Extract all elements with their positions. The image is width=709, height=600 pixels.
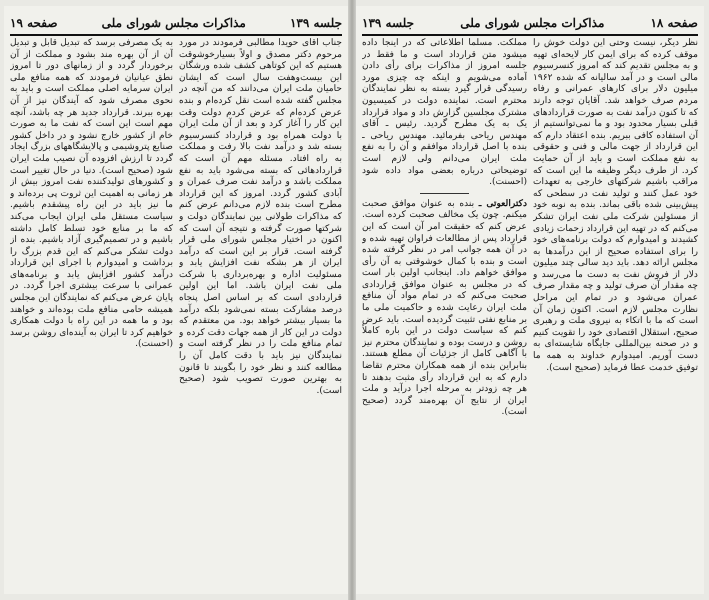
left-page	[4, 6, 348, 594]
left-page-left-column	[10, 38, 173, 588]
left-page-header	[10, 12, 342, 36]
right-page-session: جلسه ١٣٩	[362, 16, 415, 30]
right-page-left-column	[362, 38, 527, 588]
right-page-title: مذاکرات مجلس شورای ملی	[460, 16, 605, 30]
right-page-number: صفحه ١٨	[650, 16, 698, 30]
left-page-right-column-text: جناب آقای حویدا مطالبی فرمودند در مورد مرحوم دکتر مصدق و اولاً بسیارخوشوقت هستیم که این کوتاهی کشف شده ورشگان این بیست‌وهفت سال است که ایشان حامیان ملت ایران می‌دانند که من آنچه در مجلس گفته شده است نقل کرده‌ام و بنده عرض کرده‌ام که عرض کردم دولت وقت این کار را آغاز کرد و بعد از آن ملت ایران با دولت همراه بود و قرارداد کنسرسیوم بسته شد و درآمد نفت بالا رفت و مملکت به راه افتاد. مسئله مهم آن است که قراردادهائی که بسته می‌شود باید به نفع مملکت باشد و درآمد نفت صرف عمران و آبادی کشور گردد. امروز که این قرارداد مطرح است بنده لازم می‌دانم عرض کنم که مذاکرات طولانی بین نمایندگان دولت و شرکتها صورت گرفته و نتیجه آن است که اکنون در اختیار مجلس شورای ملی قرار گرفته است. قرار بر این است که درآمد ایران از هر بشکه نفت افزایش یابد و مسئولیت اداره و بهره‌برداری با شرکت ملی نفت ایران باشد. اما این اولین قراردادی است که بر اساس اصل پنجاه درصد مشارکت بسته نمی‌شود بلکه درآمد ما بسیار بیشتر خواهد بود. من معتقدم که دولت در این کار از همه جهات دقت کرده و تمام منافع ملت را در نظر گرفته است و نمایندگان نیز باید با دقت کامل آن را مطالعه کنند و نظر خود را بگویند تا قانون به بهترین صورت تصویب شود (صحیح است).	[179, 38, 342, 396]
left-page-columns	[10, 38, 342, 588]
right-page-left-column-text: مملکت. مسلماً اطلاعاتی که در اینجا داده میشود متن قرارداد است و ما فقط در جلسه امروز از مذاکرات برای رأی دادن آماده می‌شویم و اینکه چه چیزی مورد رسیدگی قرار گیرد بسته به نظر نمایندگان محترم است. نماینده دولت در کمیسیون مشترک مجلسین گزارش داد و مواد قرارداد یک به یک مطرح گردید. رئیس ـ آقای مهندس ریاحی بفرمائید. مهندس ریاحی ـ بنده با اصل قرارداد موافقم و آن را به نفع ملت ایران می‌دانم ولی لازم است توضیحاتی درباره بعضی مواد داده شود (احسنت).	[362, 38, 527, 188]
right-page	[356, 6, 704, 594]
right-page-right-column-text: نظر دیگر، نیست وحتی این دولت خوش را موقف کرده که برای ایمن کار لایحه‌ای تهیه و به مجلس تقدیم کند که امروز کنسرسیوم مالی است و در آمد سالیانه که شده ١٩۶٢ میلیون دلار برای کارهای عمرانی و رفاه مردم صرف خواهد شد. آقایان توجه دارند که تا کنون درآمد نفت به صورت قراردادهای قبلی بسیار محدود بود و ما نمی‌توانستیم از آن استفاده کافی ببریم. بنده اعتقاد دارم که این قرارداد از جهت مالی و فنی و حقوقی به نفع مملکت است و باید از آن حمایت کرد. از طرف دیگر وظیفه ما این است که مراقب باشیم شرکتهای خارجی به تعهدات خود عمل کنند و تولید نفت در سطحی که پیش‌بینی شده باقی بماند. بنده به نوبه خود از مسئولین شرکت ملی نفت ایران تشکر می‌کنم که در تهیه این قرارداد زحمات زیادی کشیدند و امیدوارم که دولت برنامه‌های خود را برای استفاده صحیح از این درآمدها به مجلس ارائه دهد. باید دید سالی چند میلیون دلار از فروش نفت به دست ما می‌رسد و چه مقدار آن صرف تولید و چه مقدار صرف عمران می‌شود و در تمام این مراحل نظارت مجلس لازم است. اکنون زمان آن است که ما با اتکاء به نیروی ملت و رهبری صحیح، استقلال اقتصادی خود را تقویت کنیم و در صحنه بین‌المللی جایگاه شایسته‌ای به دست آوریم. امیدوارم خداوند به همه ما توفیق خدمت عطا فرماید (صحیح است).	[533, 38, 698, 373]
book-gutter	[348, 0, 356, 600]
speaker-text: بنده به عنوان موافق صحبت میکنم. چون یک مخالف صحبت کرده است. عرض کنم که حقیقت امر آن است که این قرارداد پس از مطالعات فراوان تهیه شده و در آن همه جوانب امر در نظر گرفته شده است و بنده با کمال خوشوقتی به آن رأی موافق خواهم داد. اینجانب اولین بار است که در مجلس به عنوان موافق قراردادی صحبت می‌کنم که در تمام مواد آن منافع ملت ایران رعایت شده و حاکمیت ملی ما بر منابع نفتی تثبیت گردیده است. باید عرض کنم که سیاست دولت در این باره کاملاً روشن و درست بوده و نمایندگان محترم نیز با آگاهی کامل از جزئیات آن مطلع هستند. بنابراین بنده از همه همکاران محترم تقاضا دارم که به این قرارداد رأی مثبت بدهند تا هر چه زودتر به مرحله اجرا درآید و ملت ایران از نتایج آن بهره‌مند گردد (صحیح است).	[362, 198, 527, 418]
speaker-paragraph	[362, 198, 527, 419]
right-page-header	[362, 12, 698, 36]
right-page-columns	[362, 38, 698, 588]
left-page-session: جلسه ١٣٩	[289, 16, 342, 30]
right-page-right-column	[533, 38, 698, 588]
speaker-name: دکترالعوتی ـ	[478, 197, 527, 209]
left-page-title: مذاکرات مجلس شورای ملی	[101, 16, 246, 30]
section-divider	[420, 193, 470, 194]
left-page-number: صفحه ١٩	[10, 16, 58, 30]
left-page-left-column-text: به یک مصرفی برسد که تبدیل قابل و تبدیل آن از آن بهره مند بشود و مملکت از آن برخوردار گردد و از زمانهای دور تا امروز نطق عیانیان فرمودند که همه منافع ملی ایران سرمایه اصلی مملکت است و باید به نحوی مصرف شود که آیندگان نیز از آن بهره ببرند. قرارداد جدید هر چه باشد، آنچه مهم است این است که نفت ما به صورت خام از کشور خارج نشود و در داخل کشور صنایع پتروشیمی و پالایشگاههای بزرگ ایجاد گردد تا ارزش افزوده آن نصیب ملت ایران شود (صحیح است). دنیا در حال تغییر است و کشورهای تولیدکننده نفت امروز بیش از هر زمانی به اهمیت این ثروت پی برده‌اند و ما نیز باید در این راه پیشقدم باشیم. سیاست مستقل ملی ایران ایجاب می‌کند که ما بر منابع خود تسلط کامل داشته باشیم و در تصمیم‌گیری آزاد باشیم. بنده از دولت تشکر می‌کنم که این قدم بزرگ را برداشت و امیدوارم با اجرای این قرارداد درآمد کشور افزایش یابد و برنامه‌های عمرانی با سرعت بیشتری اجرا گردد. در پایان عرض می‌کنم که نمایندگان این مجلس همیشه حامی منافع ملت بوده‌اند و خواهند بود و ما همه در این راه با دولت همکاری خواهیم کرد تا ایران به آینده‌ای روشن برسد (احسنت).	[10, 38, 173, 350]
left-page-right-column	[179, 38, 342, 588]
